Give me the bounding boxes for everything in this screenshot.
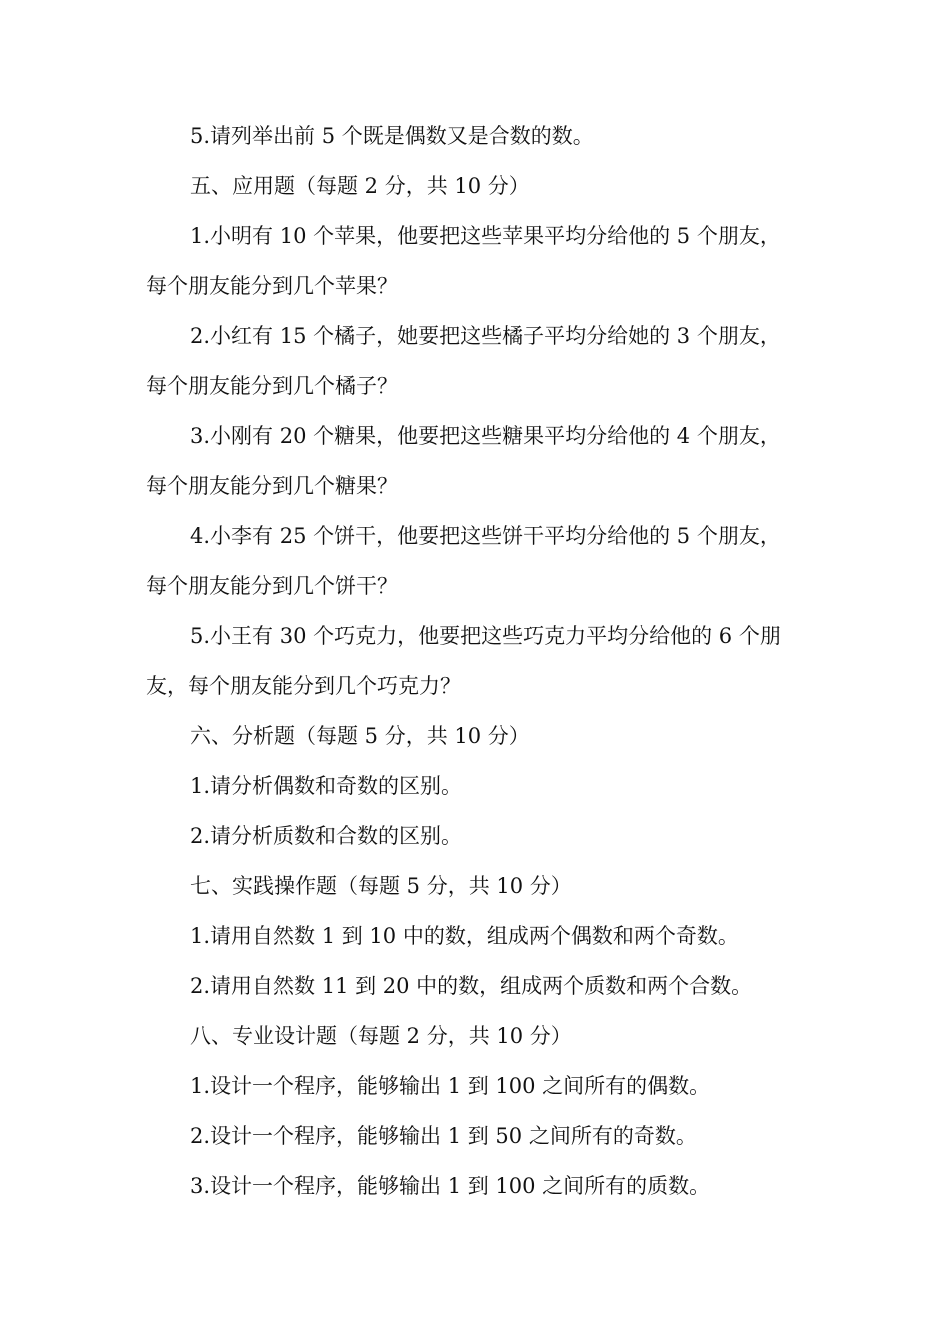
question-biscuits-line2: 每个朋友能分到几个饼干？ xyxy=(146,574,398,598)
question-biscuits-line1: 4.小李有 25 个饼干，他要把这些饼干平均分给他的 5 个朋友， xyxy=(190,524,781,548)
question-oranges-line1: 2.小红有 15 个橘子，她要把这些橘子平均分给她的 3 个朋友， xyxy=(190,324,781,348)
question-design-3: 3.设计一个程序，能够输出 1 到 100 之间所有的质数。 xyxy=(190,1174,711,1198)
section-heading-practice: 七、实践操作题（每题 5 分，共 10 分） xyxy=(190,874,572,898)
question-apples-line2: 每个朋友能分到几个苹果？ xyxy=(146,274,398,298)
question-candy-line2: 每个朋友能分到几个糖果？ xyxy=(146,474,398,498)
question-practice-1: 1.请用自然数 1 到 10 中的数，组成两个偶数和两个奇数。 xyxy=(190,924,739,948)
question-oranges-line2: 每个朋友能分到几个橘子？ xyxy=(146,374,398,398)
question-chocolate-line2: 友，每个朋友能分到几个巧克力？ xyxy=(146,674,461,698)
question-even-composite: 5.请列举出前 5 个既是偶数又是合数的数。 xyxy=(190,124,594,148)
question-design-1: 1.设计一个程序，能够输出 1 到 100 之间所有的偶数。 xyxy=(190,1074,711,1098)
question-prime-composite-analysis: 2.请分析质数和合数的区别。 xyxy=(190,824,463,848)
question-candy-line1: 3.小刚有 20 个糖果，他要把这些糖果平均分给他的 4 个朋友， xyxy=(190,424,781,448)
question-chocolate-line1: 5.小王有 30 个巧克力，他要把这些巧克力平均分给他的 6 个朋 xyxy=(190,624,781,648)
section-heading-application: 五、应用题（每题 2 分，共 10 分） xyxy=(190,174,530,198)
question-practice-2: 2.请用自然数 11 到 20 中的数，组成两个质数和两个合数。 xyxy=(190,974,753,998)
document-body xyxy=(146,111,811,1211)
section-heading-analysis: 六、分析题（每题 5 分，共 10 分） xyxy=(190,724,530,748)
section-heading-design: 八、专业设计题（每题 2 分，共 10 分） xyxy=(190,1024,572,1048)
question-even-odd-analysis: 1.请分析偶数和奇数的区别。 xyxy=(190,774,463,798)
question-apples-line1: 1.小明有 10 个苹果，他要把这些苹果平均分给他的 5 个朋友， xyxy=(190,224,781,248)
question-design-2: 2.设计一个程序，能够输出 1 到 50 之间所有的奇数。 xyxy=(190,1124,697,1148)
